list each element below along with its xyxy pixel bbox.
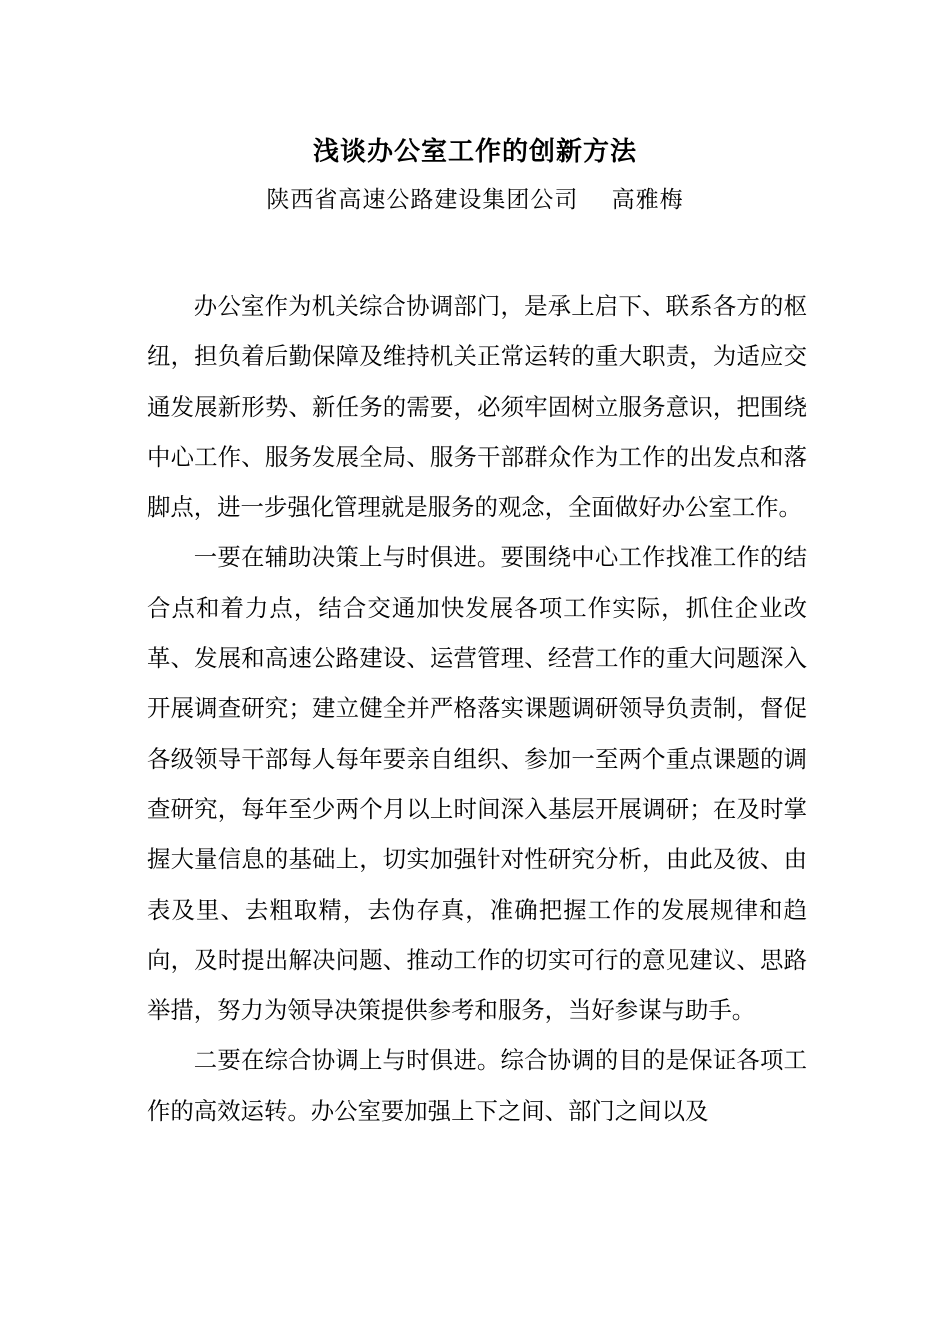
author-line: 陕西省高速公路建设集团公司 高雅梅	[266, 187, 684, 213]
document-title: 浅谈办公室工作的创新方法	[312, 137, 637, 167]
document-body	[147, 281, 807, 1136]
paragraph-coordination: 二要在综合协调上与时俱进。综合协调的目的是保证各项工作的高效运转。办公室要加强上下之间、部门之间以及	[147, 1046, 807, 1125]
paragraph-decision-support: 一要在辅助决策上与时俱进。要围绕中心工作找准工作的结合点和着力点，结合交通加快发展各项工作实际，抓住企业改革、发展和高速公路建设、运营管理、经营工作的重大问题深入开展调查研究；建立健全并严格落实课题调研领导负责制，督促各级领导干部每人每年要亲自组织、参加一至两个重点课题的调查研究，每年至少两个月以上时间深入基层开展调研；在及时掌握大量信息的基础上，切实加强针对性研究分析，由此及彼、由表及里、去粗取精，去伪存真，准确把握工作的发展规律和趋向，及时提出解决问题、推动工作的切实可行的意见建议、思路举措，努力为领导决策提供参考和服务，当好参谋与助手。	[147, 543, 807, 1025]
paragraph-intro: 办公室作为机关综合协调部门，是承上启下、联系各方的枢纽，担负着后勤保障及维持机关正常运转的重大职责，为适应交通发展新形势、新任务的需要，必须牢固树立服务意识，把围绕中心工作、服务发展全局、服务干部群众作为工作的出发点和落脚点，进一步强化管理就是服务的观念，全面做好办公室工作。	[147, 292, 807, 522]
